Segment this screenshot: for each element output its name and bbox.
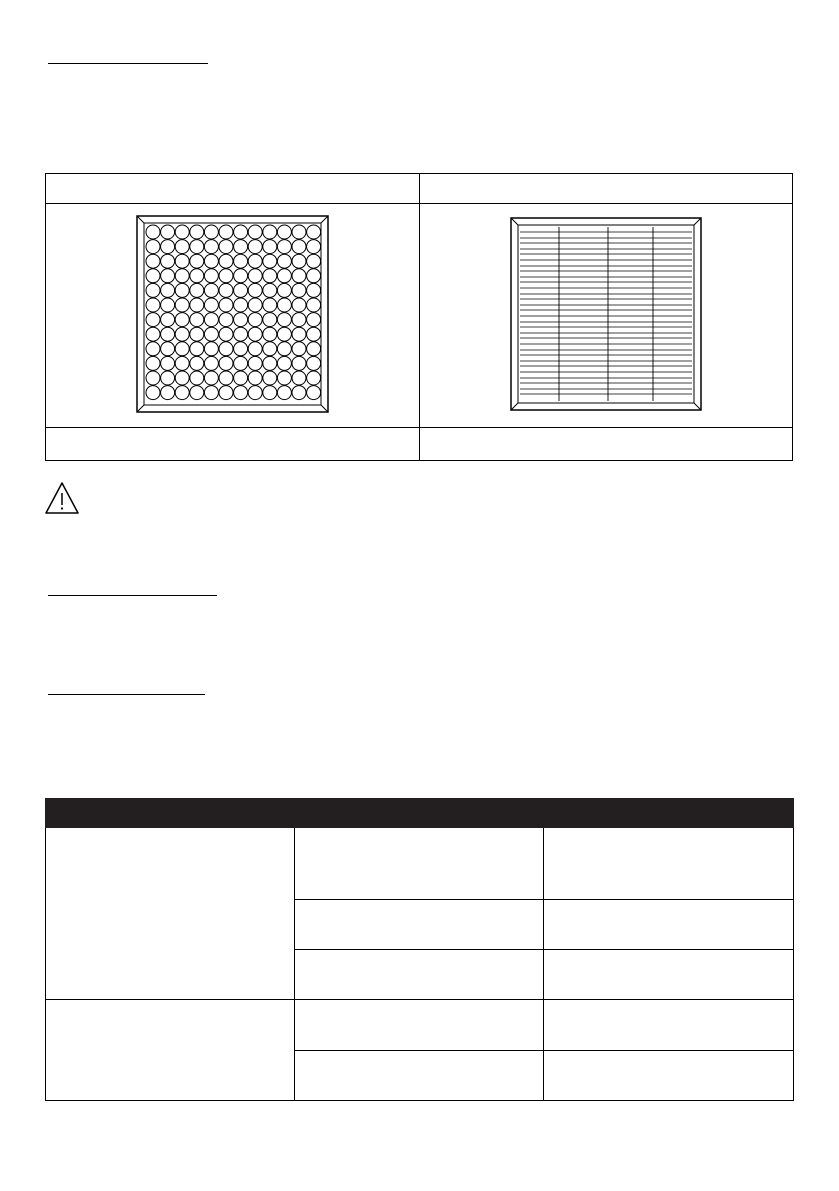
grid-panel-illustration bbox=[510, 217, 702, 411]
section2-heading-underline bbox=[48, 595, 217, 596]
section1-heading-underline bbox=[48, 63, 208, 64]
warning-icon bbox=[44, 481, 80, 515]
troubleshooting-table bbox=[45, 798, 794, 1101]
section3-heading-underline bbox=[48, 694, 205, 695]
round-hole-panel-illustration bbox=[136, 215, 329, 413]
table-header-bar bbox=[45, 798, 794, 828]
